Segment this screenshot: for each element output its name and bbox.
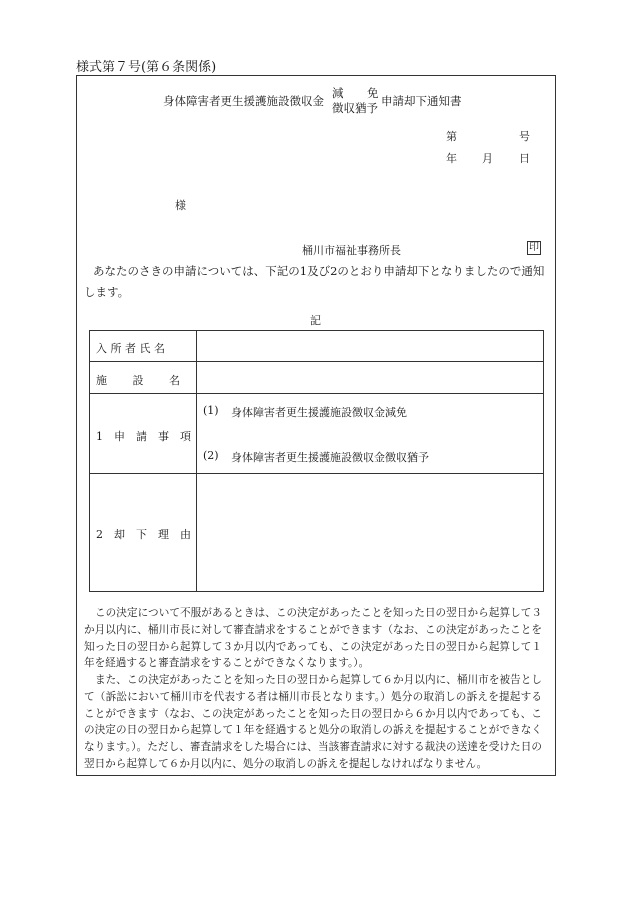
title-upper-right: 免 [367,86,379,100]
date-month: 月 [482,152,493,165]
seal-mark: 印 [529,242,539,253]
details-table [89,330,544,592]
row-label-facility-name: 施 設 名 [96,374,180,387]
form-number-label: 様式第７号(第６条関係) [76,60,217,75]
application-item-1-text: 身体障害者更生援護施設徴収金減免 [231,406,407,419]
row-label-resident-name: 入 所 者 氏 名 [96,342,165,355]
table-row-divider [90,393,543,394]
issuer-name: 桶川市福祉事務所長 [302,244,401,257]
row-label-rejection-reason: 2 却 下 理 由 [96,528,191,541]
appeal-note-lawsuit: また、この決定があったことを知った日の翌日から起算して６か月以内に、桶川市を被告として（訴訟において桶川市を代表する者は桶川市長となります。）処分の取消しの訴えを提起することができます（なお、この決定があったことを知った日の翌日から６か月以内であっても、この決定の日の翌日から起算して１年を経過すると処分の取消しの訴えを提起することができなくなります。）。ただし、審査請求をした場合には、当該審査請求に対する裁決の送達を受けた日の翌日から起算して６か月以内に、処分の取消しの訴えを提起しなければなりません。 [84,674,542,770]
application-item-1-number: (1) [203,404,219,417]
doc-number-dai: 第 [446,130,457,143]
date-day: 日 [519,152,530,165]
appeal-note-review-request: この決定について不服があるときは、この決定があったことを知った日の翌日から起算して３か月以内に、桶川市長に対して審査請求をすることができます（なお、この決定があったことを知った日の翌日から起算して３か月以内であっても、この決定があった日の翌日から起算して１年を経過すると審査請求をすることができなくなります。）。 [84,607,542,670]
addressee-sama: 様 [175,199,186,212]
doc-number-go: 号 [519,130,530,143]
title-lower: 徴収猶予 [332,101,378,115]
table-column-divider [196,331,197,591]
application-item-2-text: 身体障害者更生援護施設徴収金徴収猶予 [231,451,429,464]
notice-line-1: あなたのさきの申請については、下記の1及び2のとおり申請却下となりましたので通知 [93,264,545,278]
application-item-2-number: (2) [203,449,219,462]
title-upper-left: 減 [332,86,344,100]
title-suffix: 申請却下通知書 [381,94,462,108]
table-row-divider [90,361,543,362]
row-label-application-items: 1 申 請 事 項 [96,430,191,443]
table-row-divider [90,473,543,474]
title-prefix: 身体障害者更生援護施設徴収金 [163,94,324,108]
date-year: 年 [446,152,457,165]
ki-heading: 記 [310,314,321,327]
notice-line-2: します。 [84,285,130,299]
